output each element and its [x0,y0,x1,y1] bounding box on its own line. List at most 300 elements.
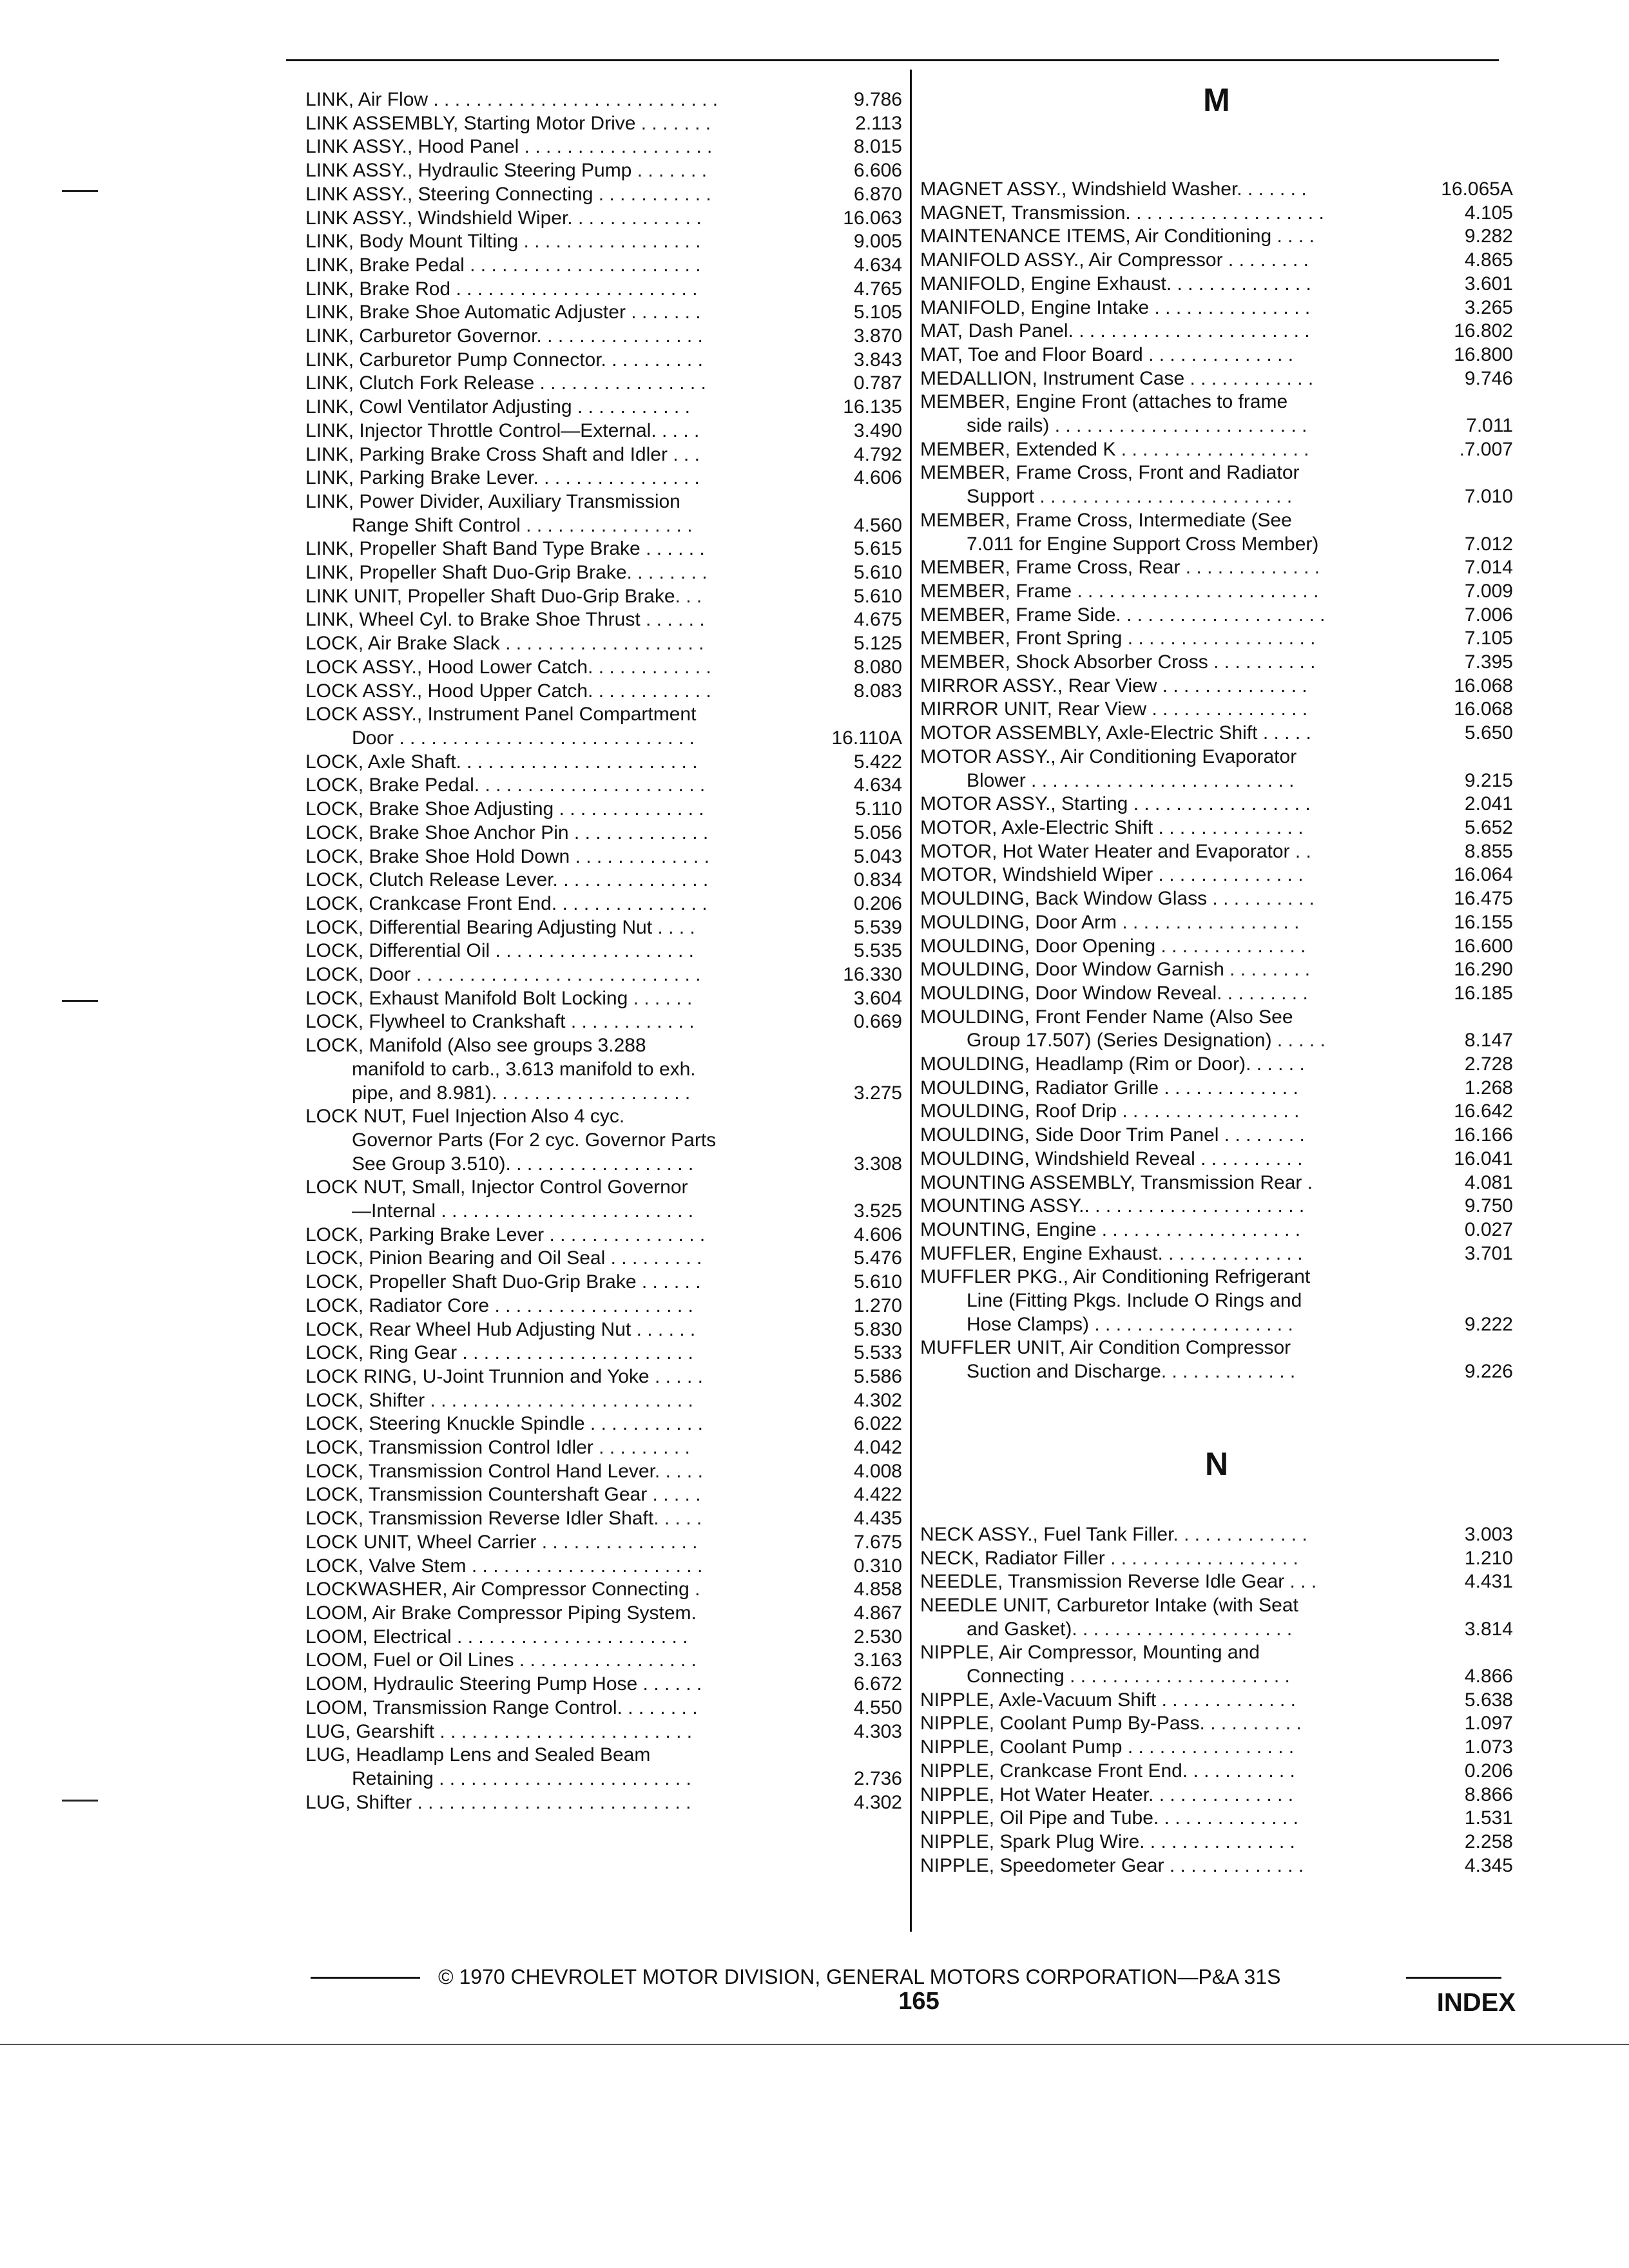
entry-label: NEEDLE UNIT, Carburetor Intake (with Seat [920,1594,1298,1616]
section-heading-m: M [1203,82,1230,118]
entry-label: MAGNET, Transmission. . . . . . . . . . . . . . . . . . . [920,202,1324,224]
group-number: 4.867 [853,1602,902,1624]
index-entry [305,1105,902,1176]
entry-label: LOCK, Air Brake Slack . . . . . . . . . . . . . . . . . . . [305,633,704,655]
index-entry [305,1460,902,1484]
group-number: 9.750 [1464,1195,1513,1217]
index-entry [920,982,1513,1006]
group-number: 4.560 [853,514,902,536]
entry-label: MOTOR, Windshield Wiper . . . . . . . . . . . . . . [920,864,1304,886]
group-number: 5.652 [1464,816,1513,838]
index-entry [305,112,902,136]
index-entry [305,751,902,774]
group-number: 8.080 [853,656,902,678]
group-number: 8.866 [1464,1783,1513,1805]
index-entry [920,296,1513,320]
group-number: 5.650 [1464,722,1513,744]
entry-label-continued: manifold to carb., 3.613 manifold to exh. [352,1058,696,1080]
entry-label: LINK UNIT, Propeller Shaft Duo-Grip Brake. . . [305,585,702,607]
footer-rule-left [311,1977,420,1979]
index-entry [920,556,1513,580]
group-number: 5.830 [853,1318,902,1340]
entry-label-continued: Suction and Discharge. . . . . . . . . . . . . [967,1361,1296,1383]
group-number: 7.006 [1464,604,1513,626]
group-number: 1.268 [1464,1077,1513,1099]
group-number: 7.675 [853,1531,902,1553]
entry-label: LOCK, Clutch Release Lever. . . . . . . . . . . . . . . [305,869,709,891]
entry-label-continued: and Gasket). . . . . . . . . . . . . . . . . . . . . [967,1618,1293,1640]
index-entry [305,230,902,254]
entry-label-continued: side rails) . . . . . . . . . . . . . . . . . . . . . . . . [967,415,1307,437]
index-entry [305,680,902,704]
entry-label: LINK, Propeller Shaft Band Type Brake . . . . . . [305,538,705,560]
entry-label-continued: —Internal . . . . . . . . . . . . . . . . . . . . . . . . [352,1200,694,1222]
group-number: 4.858 [853,1579,902,1600]
index-entry [305,443,902,467]
group-number: 4.792 [853,443,902,465]
group-number: 5.110 [855,798,902,820]
entry-label: LOCK, Transmission Control Idler . . . . . . . . . [305,1437,690,1459]
group-number: 16.330 [843,964,902,986]
group-number: 5.535 [853,940,902,962]
index-entry [920,1854,1513,1878]
index-entry [305,88,902,112]
margin-mark [62,190,98,192]
entry-label: LOOM, Air Brake Compressor Piping System. [305,1602,697,1624]
index-entry [305,1507,902,1531]
index-entry [305,916,902,940]
entry-label: LINK, Parking Brake Lever. . . . . . . . . . . . . . . . [305,467,700,489]
entry-label: LOOM, Hydraulic Steering Pump Hose . . . . . . [305,1673,702,1695]
group-number: 4.765 [853,278,902,300]
group-number: 5.615 [853,538,902,560]
entry-label: MUFFLER UNIT, Air Condition Compressor [920,1337,1291,1359]
index-entry [920,1053,1513,1077]
index-entry [305,656,902,680]
entry-label: MEDALLION, Instrument Case . . . . . . . . . . . . [920,367,1314,389]
index-entry [920,911,1513,935]
entry-label: MOULDING, Radiator Grille . . . . . . . . . . . . . [920,1077,1298,1099]
index-entry [920,840,1513,864]
index-entry [305,561,902,585]
entry-label: MANIFOLD ASSY., Air Compressor . . . . . . . . [920,249,1309,271]
entry-label: MANIFOLD, Engine Intake . . . . . . . . . . . . . . . [920,296,1311,318]
group-number: 16.110A [831,727,902,749]
group-number: 5.476 [853,1247,902,1269]
group-number: 3.843 [853,349,902,370]
entry-label: NIPPLE, Oil Pipe and Tube. . . . . . . . . . . . . . [920,1807,1298,1829]
entry-label: MOTOR ASSY., Starting . . . . . . . . . . . . . . . . . [920,793,1311,815]
entry-label: LOCK, Transmission Countershaft Gear . . . . . [305,1484,701,1506]
entry-label: MOTOR, Hot Water Heater and Evaporator . . [920,840,1311,862]
margin-mark [62,1800,98,1802]
group-number: 16.068 [1454,675,1513,697]
group-number: 4.675 [853,609,902,631]
entry-label: LINK, Air Flow . . . . . . . . . . . . . . . . . . . . . . . . . . . [305,89,718,110]
index-entry [920,1641,1513,1688]
entry-label: LOCK, Flywheel to Crankshaft . . . . . . . . . . . . [305,1011,695,1033]
group-number: 4.606 [853,1224,902,1245]
top-rule [286,59,1499,61]
entry-label: NIPPLE, Hot Water Heater. . . . . . . . . . . . . . [920,1783,1294,1805]
index-entry [305,349,902,372]
index-entry [920,1594,1513,1641]
group-number: 16.155 [1454,911,1513,933]
index-entry [920,722,1513,745]
index-entry [305,1389,902,1413]
index-entry [305,1224,902,1247]
group-number: 0.027 [1464,1218,1513,1240]
entry-label-continued: Door . . . . . . . . . . . . . . . . . . . . . . . . . . . . [352,727,695,749]
index-entry [920,1006,1513,1053]
index-entry [305,135,902,159]
entry-label: LOCK ASSY., Hood Upper Catch. . . . . . . . . . . . [305,680,711,702]
index-entry [920,627,1513,651]
entry-label: LOCK, Brake Pedal. . . . . . . . . . . . . . . . . . . . . . [305,774,706,796]
index-entry [920,343,1513,367]
index-entry [305,372,902,396]
group-number: 5.105 [853,302,902,323]
index-entry [920,1148,1513,1171]
entry-label: NIPPLE, Spark Plug Wire. . . . . . . . . . . . . . . [920,1831,1295,1852]
index-entry [305,1673,902,1696]
entry-label: MIRROR UNIT, Rear View . . . . . . . . . . . . . . . [920,698,1308,720]
entry-label: MEMBER, Frame Cross, Intermediate (See [920,509,1292,531]
group-number: 8.855 [1464,840,1513,862]
entry-label: LOOM, Transmission Range Control. . . . . . . . [305,1696,698,1718]
column-divider [910,70,912,1932]
index-entry [920,887,1513,911]
entry-label: LOCK, Manifold (Also see groups 3.288 [305,1035,646,1057]
group-number: 4.345 [1464,1854,1513,1876]
entry-label: LINK, Carburetor Pump Connector. . . . . . . . . . [305,349,703,370]
entry-label: LUG, Shifter . . . . . . . . . . . . . . . . . . . . . . . . . . [305,1791,691,1813]
entry-label-continued: Connecting . . . . . . . . . . . . . . . . . . . . . [967,1666,1290,1687]
entry-label: LOCK, Brake Shoe Anchor Pin . . . . . . . . . . . . . [305,822,709,843]
group-number: 5.056 [853,822,902,843]
index-entry [920,1689,1513,1713]
entry-label-continued: Governor Parts (For 2 cyc. Governor Parts [352,1129,717,1151]
group-number: 4.634 [853,254,902,276]
group-number: 1.073 [1464,1736,1513,1758]
group-number: 9.282 [1464,226,1513,247]
entry-label: LOCK, Steering Knuckle Spindle . . . . . . . . . . . [305,1413,703,1435]
entry-label: MOUNTING ASSEMBLY, Transmission Rear . [920,1171,1313,1193]
entry-label: MOTOR, Axle-Electric Shift . . . . . . . . . . . . . . [920,816,1304,838]
index-entry [305,254,902,278]
index-entry [305,869,902,892]
group-number: 2.113 [855,112,902,134]
entry-label: LOCK, Parking Brake Lever . . . . . . . . . . . . . . . [305,1224,706,1245]
index-entry [920,461,1513,508]
entry-label: LINK ASSY., Hood Panel . . . . . . . . . . . . . . . . . . [305,136,713,158]
index-entry [920,745,1513,793]
group-number: 3.814 [1464,1618,1513,1640]
entry-label: LOCK, Transmission Reverse Idler Shaft. . . . . [305,1508,702,1530]
entry-label: MOULDING, Roof Drip . . . . . . . . . . . . . . . . . [920,1100,1300,1122]
group-number: 4.422 [853,1484,902,1506]
index-entry [920,509,1513,556]
index-entry [305,798,902,822]
entry-label: MOULDING, Windshield Reveal . . . . . . . . . . [920,1148,1303,1169]
index-entry [920,1124,1513,1148]
section-heading-n: N [1204,1445,1229,1482]
group-number: 5.586 [853,1365,902,1387]
index-entry [305,1247,902,1271]
group-number: 4.606 [853,467,902,489]
group-number: 3.604 [853,987,902,1009]
group-number: 5.610 [853,562,902,584]
group-number: 5.533 [853,1342,902,1364]
group-number: 5.539 [853,916,902,938]
index-entry [920,1523,1513,1547]
index-entry [305,822,902,845]
group-number: 4.105 [1464,202,1513,224]
entry-label: LOCK, Radiator Core . . . . . . . . . . . . . . . . . . . [305,1294,693,1316]
index-entry [920,390,1513,437]
index-entry [305,1649,902,1673]
entry-label: LOCK, Door . . . . . . . . . . . . . . . . . . . . . . . . . . . [305,964,701,986]
entry-label-continued: pipe, and 8.981). . . . . . . . . . . . . . . . . . . [352,1082,691,1104]
entry-label: LINK, Brake Rod . . . . . . . . . . . . . . . . . . . . . . . [305,278,698,300]
entry-label: LOCK ASSY., Instrument Panel Compartment [305,704,697,726]
index-entry [305,1531,902,1555]
group-number: 4.303 [853,1720,902,1742]
group-number: 9.746 [1464,367,1513,389]
entry-label: MEMBER, Extended K . . . . . . . . . . . . . . . . . . [920,438,1309,460]
index-entry [305,1626,902,1649]
group-number: 3.601 [1464,273,1513,294]
group-number: 3.003 [1464,1523,1513,1545]
group-number: 1.270 [853,1294,902,1316]
group-number: 9.786 [853,89,902,110]
entry-label: LOCK, Shifter . . . . . . . . . . . . . . . . . . . . . . . . . [305,1389,693,1411]
index-entry [920,580,1513,604]
index-entry [920,1242,1513,1266]
group-number: 16.800 [1454,343,1513,365]
group-number: 1.210 [1464,1547,1513,1569]
index-entry [305,1602,902,1626]
group-number: 9.215 [1464,769,1513,791]
index-entry [305,1176,902,1223]
entry-label: MOULDING, Door Window Garnish . . . . . . . . [920,959,1311,981]
group-number: 4.008 [853,1460,902,1482]
index-entry [920,604,1513,628]
index-entry [305,845,902,869]
entry-label: LINK, Wheel Cyl. to Brake Shoe Thrust . . . . . . [305,609,705,631]
entry-label: LINK, Power Divider, Auxiliary Transmission [305,490,680,512]
index-entry [920,1570,1513,1594]
group-number: 3.490 [853,419,902,441]
group-number: 6.606 [853,160,902,182]
index-entry [920,320,1513,343]
entry-label: LINK ASSY., Windshield Wiper. . . . . . . . . . . . . [305,207,702,229]
entry-label: LINK, Cowl Ventilator Adjusting . . . . . . . . . . . [305,396,690,418]
entry-label: MEMBER, Frame Cross, Front and Radiator [920,462,1300,484]
entry-label: NECK ASSY., Fuel Tank Filler. . . . . . . . . . . . . [920,1523,1307,1545]
entry-label: NIPPLE, Speedometer Gear . . . . . . . . . . . . . [920,1854,1304,1876]
entry-label: LOCK, Differential Bearing Adjusting Nut . . . . [305,916,695,938]
entry-label: NIPPLE, Coolant Pump . . . . . . . . . . . . . . . . [920,1736,1295,1758]
entry-label: LOCK, Rear Wheel Hub Adjusting Nut . . . . . . [305,1318,696,1340]
entry-label: NIPPLE, Crankcase Front End. . . . . . . . . . . [920,1760,1295,1782]
index-entry [920,1807,1513,1831]
entry-label-continued: Group 17.507) (Series Designation) . . . . . [967,1030,1325,1052]
entry-label: MOTOR ASSEMBLY, Axle-Electric Shift . . . . . [920,722,1311,744]
index-entry [920,1218,1513,1242]
index-entry [920,863,1513,887]
index-entry [920,1195,1513,1218]
group-number: 2.530 [853,1626,902,1648]
index-entry [305,703,902,750]
group-number: 0.669 [853,1011,902,1033]
group-number: 16.068 [1454,698,1513,720]
entry-label: MOULDING, Back Window Glass . . . . . . . . . . [920,888,1315,910]
index-entry [305,1365,902,1389]
index-entry [305,1744,902,1791]
entry-label: LOCK, Differential Oil . . . . . . . . . . . . . . . . . . . [305,940,694,962]
group-number: 4.431 [1464,1571,1513,1593]
entry-label-continued: See Group 3.510). . . . . . . . . . . . . . . . . . [352,1153,694,1175]
index-entry [305,892,902,916]
entry-label: LINK, Brake Shoe Automatic Adjuster . . . . . . . [305,302,701,323]
index-entry [920,1831,1513,1854]
group-number: 4.042 [853,1437,902,1459]
bottom-rule [0,2044,1629,2045]
group-number: 8.015 [853,136,902,158]
group-number: 0.834 [853,869,902,891]
index-entry [305,325,902,349]
index-entry [305,963,902,987]
index-entry [305,1271,902,1294]
group-number: 3.525 [853,1200,902,1222]
group-number: 2.736 [853,1767,902,1789]
index-entry [920,816,1513,840]
group-number: 16.600 [1454,935,1513,957]
page-number: 165 [898,1988,940,2015]
group-number: 5.043 [853,845,902,867]
entry-label: MEMBER, Shock Absorber Cross . . . . . . . . . . [920,651,1316,673]
group-number: 4.302 [853,1791,902,1813]
group-number: 2.258 [1464,1831,1513,1852]
entry-label: LOCK ASSY., Hood Lower Catch. . . . . . . . . . . . [305,656,711,678]
index-entry [920,1760,1513,1783]
entry-label: MAT, Dash Panel. . . . . . . . . . . . . . . . . . . . . . . [920,320,1310,342]
index-entry [305,301,902,325]
group-number: 8.083 [853,680,902,702]
entry-label: MAGNET ASSY., Windshield Washer. . . . . . . [920,178,1307,200]
group-number: 16.475 [1454,888,1513,910]
entry-label: MOUNTING ASSY.. . . . . . . . . . . . . . . . . . . . . [920,1195,1305,1217]
entry-label: LOCK, Valve Stem . . . . . . . . . . . . . . . . . . . . . . [305,1555,703,1577]
group-number: 6.022 [853,1413,902,1435]
entry-label: NIPPLE, Air Compressor, Mounting and [920,1642,1260,1664]
group-number: 16.065A [1441,178,1513,200]
group-number: 3.275 [853,1082,902,1104]
group-number: 4.081 [1464,1171,1513,1193]
index-entry [305,1483,902,1507]
group-number: 4.302 [853,1389,902,1411]
group-number: 0.206 [1464,1760,1513,1782]
index-entry [920,1100,1513,1124]
entry-label: LINK, Parking Brake Cross Shaft and Idler . . . [305,443,700,465]
group-number: 7.010 [1464,486,1513,508]
entry-label: LOCK UNIT, Wheel Carrier . . . . . . . . . . . . . . . [305,1531,698,1553]
index-entry [920,935,1513,959]
n-entries [920,1523,1513,1878]
entry-label: LOCK, Brake Shoe Adjusting . . . . . . . . . . . . . . [305,798,704,820]
index-entry [920,1712,1513,1736]
index-entry [920,438,1513,462]
index-entry [920,698,1513,722]
group-number: 7.009 [1464,580,1513,602]
entry-label: MUFFLER PKG., Air Conditioning Refrigerant [920,1266,1311,1288]
index-entry [920,273,1513,296]
entry-label-continued: Line (Fitting Pkgs. Include O Rings and [967,1290,1302,1312]
group-number: 5.125 [853,633,902,655]
entry-label: LOCK NUT, Fuel Injection Also 4 cyc. [305,1106,625,1128]
index-entry [305,490,902,537]
entry-label: LOCK, Ring Gear . . . . . . . . . . . . . . . . . . . . . . [305,1342,693,1364]
index-entry [920,675,1513,698]
index-entry [305,987,902,1011]
entry-label: MOULDING, Door Arm . . . . . . . . . . . . . . . . . [920,911,1300,933]
group-number: 4.435 [853,1508,902,1530]
index-entry [305,1412,902,1436]
index-entry [305,939,902,963]
entry-label: LOCK NUT, Small, Injector Control Governor [305,1177,688,1198]
entry-label: LOOM, Fuel or Oil Lines . . . . . . . . . . . . . . . . . [305,1649,697,1671]
group-number: 4.865 [1464,249,1513,271]
index-entry [305,1294,902,1318]
entry-label: LOOM, Electrical . . . . . . . . . . . . . . . . . . . . . . [305,1626,688,1648]
index-entry [305,1555,902,1579]
index-entry [305,1696,902,1720]
group-number: 6.672 [853,1673,902,1695]
entry-label-continued: 7.011 for Engine Support Cross Member) [967,533,1319,555]
entry-label: NEEDLE, Transmission Reverse Idle Gear . . . [920,1571,1317,1593]
m-entries [920,178,1513,1384]
group-number: 5.638 [1464,1689,1513,1711]
footer-rule-right [1406,1977,1501,1979]
group-number: 16.166 [1454,1124,1513,1146]
entry-label: MEMBER, Front Spring . . . . . . . . . . . . . . . . . . [920,628,1316,649]
entry-label: LOCK, Pinion Bearing and Oil Seal . . . . . . . . . [305,1247,702,1269]
group-number: 5.422 [853,751,902,773]
index-entry [305,1341,902,1365]
group-number: 5.610 [853,585,902,607]
index-entry [920,958,1513,982]
index-entry [305,608,902,632]
entry-label: MAT, Toe and Floor Board . . . . . . . . . . . . . . [920,343,1294,365]
group-number: 3.701 [1464,1242,1513,1264]
entry-label: LINK ASSY., Steering Connecting . . . . . . . . . . . [305,183,711,205]
index-entry [920,1336,1513,1383]
index-entry [920,178,1513,202]
entry-label-continued: Blower . . . . . . . . . . . . . . . . . . . . . . . . . [967,769,1295,791]
index-entry [920,202,1513,226]
entry-label: LOCK, Axle Shaft. . . . . . . . . . . . . . . . . . . . . . . [305,751,698,773]
group-number: 7.011 [1466,415,1513,437]
entry-label: MOULDING, Door Opening . . . . . . . . . . . . . . [920,935,1306,957]
entry-label-continued: Hose Clamps) . . . . . . . . . . . . . . . . . . . [967,1313,1293,1335]
entry-label: NIPPLE, Axle-Vacuum Shift . . . . . . . . . . . . . [920,1689,1296,1711]
index-entry [920,1077,1513,1100]
group-number: 9.226 [1464,1361,1513,1383]
entry-label: LINK ASSY., Hydraulic Steering Pump . . . . . . . [305,160,708,182]
group-number: 2.728 [1464,1053,1513,1075]
entry-label: LINK, Injector Throttle Control—External. . . . . [305,419,700,441]
